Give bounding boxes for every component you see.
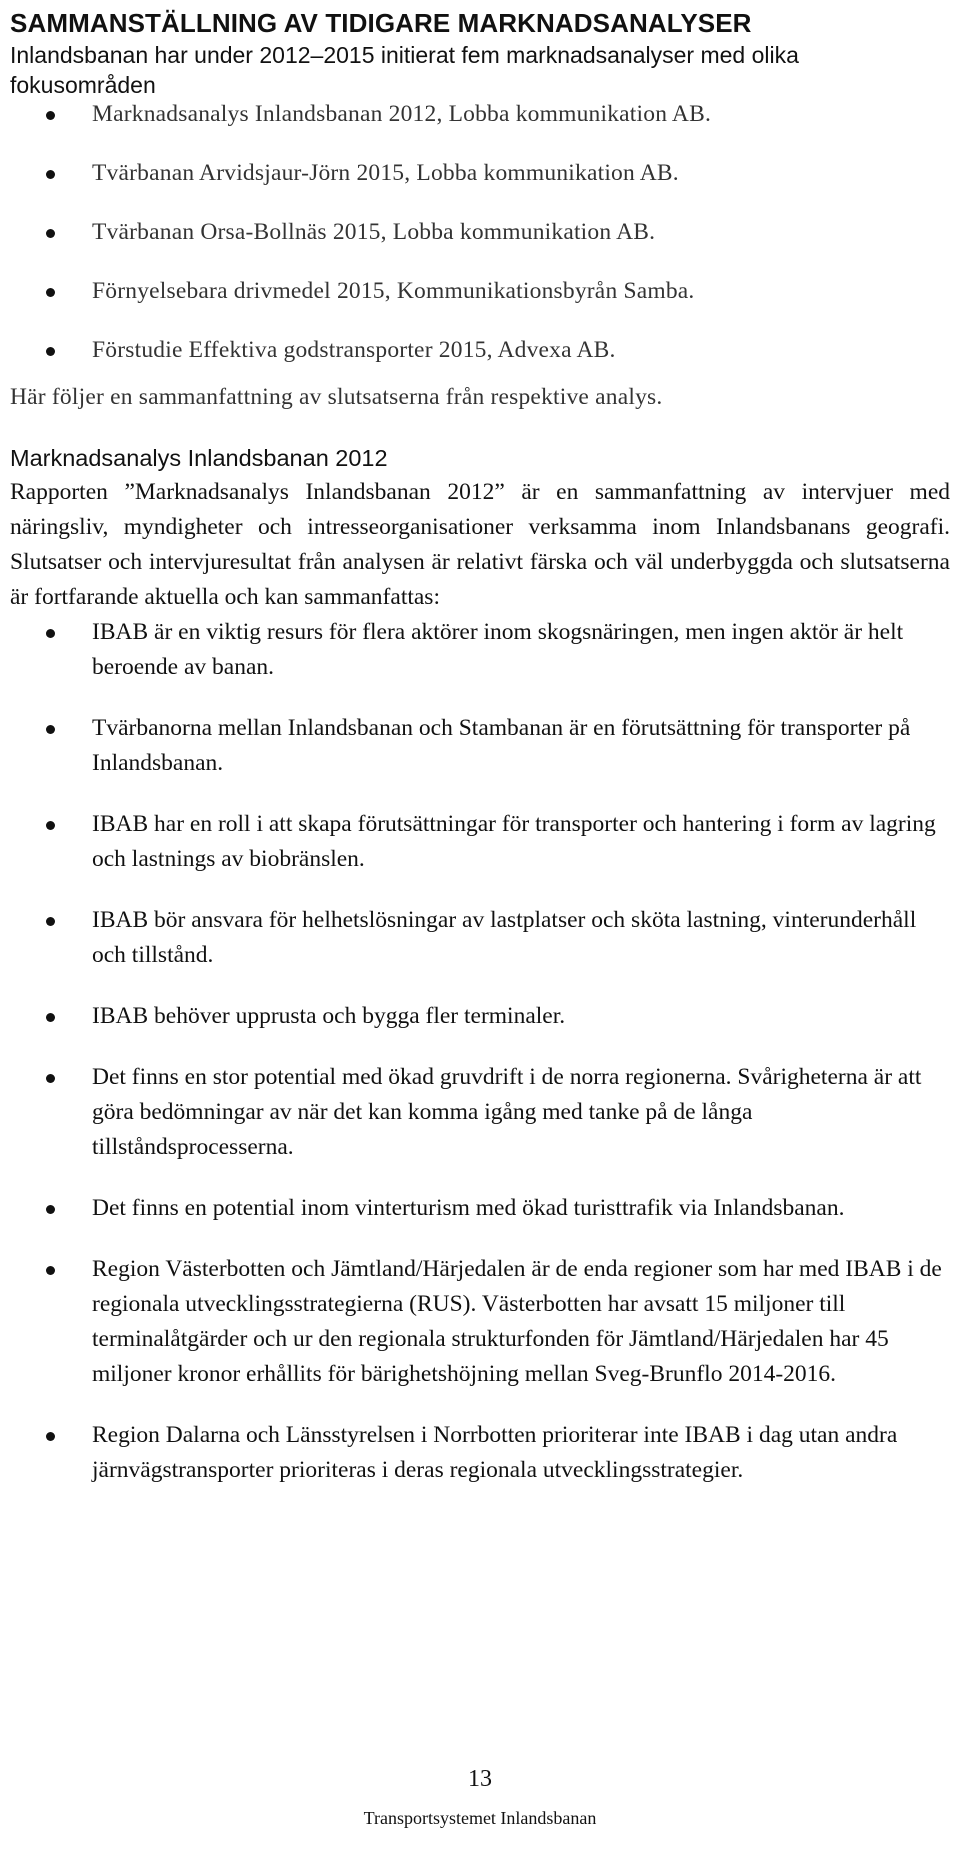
list-item: [10, 999, 950, 1034]
list-item: [10, 336, 950, 364]
list-item-text: IBAB är en viktig resurs för flera aktörer inom skogsnäringen, men ingen aktör är helt beroende av banan.: [92, 619, 904, 680]
list-item-text: IBAB har en roll i att skapa förutsättningar för transporter och hantering i form av lagring och lastnings av biobränslen.: [92, 811, 936, 872]
bullet-icon: [46, 1205, 55, 1214]
list-item: [10, 1060, 950, 1165]
section-heading: Marknadsanalys Inlandsbanan 2012: [10, 445, 388, 471]
bullet-icon: [46, 1074, 55, 1083]
list-item: [10, 903, 950, 973]
list-item: [10, 159, 950, 187]
bullet-icon: [46, 821, 55, 830]
list-item-text: Marknadsanalys Inlandsbanan 2012, Lobba kommunikation AB.: [92, 101, 712, 127]
list-item-text: Tvärbanorna mellan Inlandsbanan och Stambanan är en förutsättning för transporter på Inlandsbanan.: [92, 715, 911, 776]
list-item-text: Det finns en stor potential med ökad gruvdrift i de norra regionerna. Svårigheterna är att göra bedömningar av när det kan komma igång med tanke på de långa tillståndsprocesserna.: [92, 1064, 922, 1160]
section-paragraph: Rapporten ”Marknadsanalys Inlandsbanan 2012” är en sammanfattning av intervjuer med näringsliv, myndigheter och intresseorganisationer verksamma inom Inlandsbanans geografi. Slutsatser och intervjuresultat från analysen är relativt färska och väl underbyggda och slutsatserna är fortfarande aktuella och kan sammanfattas:: [10, 479, 950, 610]
bullet-icon: [46, 170, 55, 179]
page-title: SAMMANSTÄLLNING AV TIDIGARE MARKNADSANALYSER: [10, 8, 752, 38]
bullet-icon: [46, 1432, 55, 1441]
bullet-icon: [46, 347, 55, 356]
list-item-text: IBAB bör ansvara för helhetslösningar av lastplatser och sköta lastning, vinterunderhåll och tillstånd.: [92, 907, 917, 968]
list-item-text: Region Västerbotten och Jämtland/Härjedalen är de enda regioner som har med IBAB i de regionala utvecklingsstrategierna (RUS). Västerbotten har avsatt 15 miljoner till terminalåtgärder och ur den regionala strukturfonden för Jämtland/Härjedalen har 45 miljoner kronor erhållits för bärighetshöjning mellan Sveg-Brunflo 2014-2016.: [92, 1256, 942, 1387]
page-number: 13: [468, 1766, 492, 1792]
list-item-text: Det finns en potential inom vinterturism med ökad turisttrafik via Inlandsbanan.: [92, 1195, 845, 1221]
findings-list: [10, 615, 950, 1488]
intro-text: Här följer en sammanfattning av slutsatserna från respektive analys.: [10, 384, 663, 410]
list-item-text: Förnyelsebara drivmedel 2015, Kommunikationsbyrån Samba.: [92, 278, 695, 304]
bullet-icon: [46, 1266, 55, 1275]
list-item-text: Tvärbanan Orsa-Bollnäs 2015, Lobba kommunikation AB.: [92, 219, 656, 245]
bullet-icon: [46, 111, 55, 120]
page-subtitle: Inlandsbanan har under 2012–2015 initierat fem marknadsanalyser med olika fokusområden: [10, 42, 799, 98]
list-item: [10, 218, 950, 246]
list-item-text: Förstudie Effektiva godstransporter 2015, Advexa AB.: [92, 337, 616, 363]
list-item-text: IBAB behöver upprusta och bygga fler terminaler.: [92, 1003, 566, 1029]
list-item: [10, 1191, 950, 1226]
list-item: [10, 807, 950, 877]
list-item: [10, 711, 950, 781]
list-item: [10, 615, 950, 685]
list-item: [10, 1418, 950, 1488]
list-item: [10, 100, 950, 128]
footer-document-title: Transportsystemet Inlandsbanan: [363, 1808, 597, 1828]
list-item: [10, 277, 950, 305]
studies-list: [10, 100, 950, 364]
bullet-icon: [46, 1013, 55, 1022]
bullet-icon: [46, 229, 55, 238]
bullet-icon: [46, 725, 55, 734]
list-item-text: Region Dalarna och Länsstyrelsen i Norrbotten prioriterar inte IBAB i dag utan andra järnvägstransporter prioriteras i deras regionala utvecklingsstrategier.: [92, 1422, 898, 1483]
bullet-icon: [46, 288, 55, 297]
list-item: [10, 1252, 950, 1392]
bullet-icon: [46, 629, 55, 638]
list-item-text: Tvärbanan Arvidsjaur-Jörn 2015, Lobba kommunikation AB.: [92, 160, 679, 186]
bullet-icon: [46, 917, 55, 926]
